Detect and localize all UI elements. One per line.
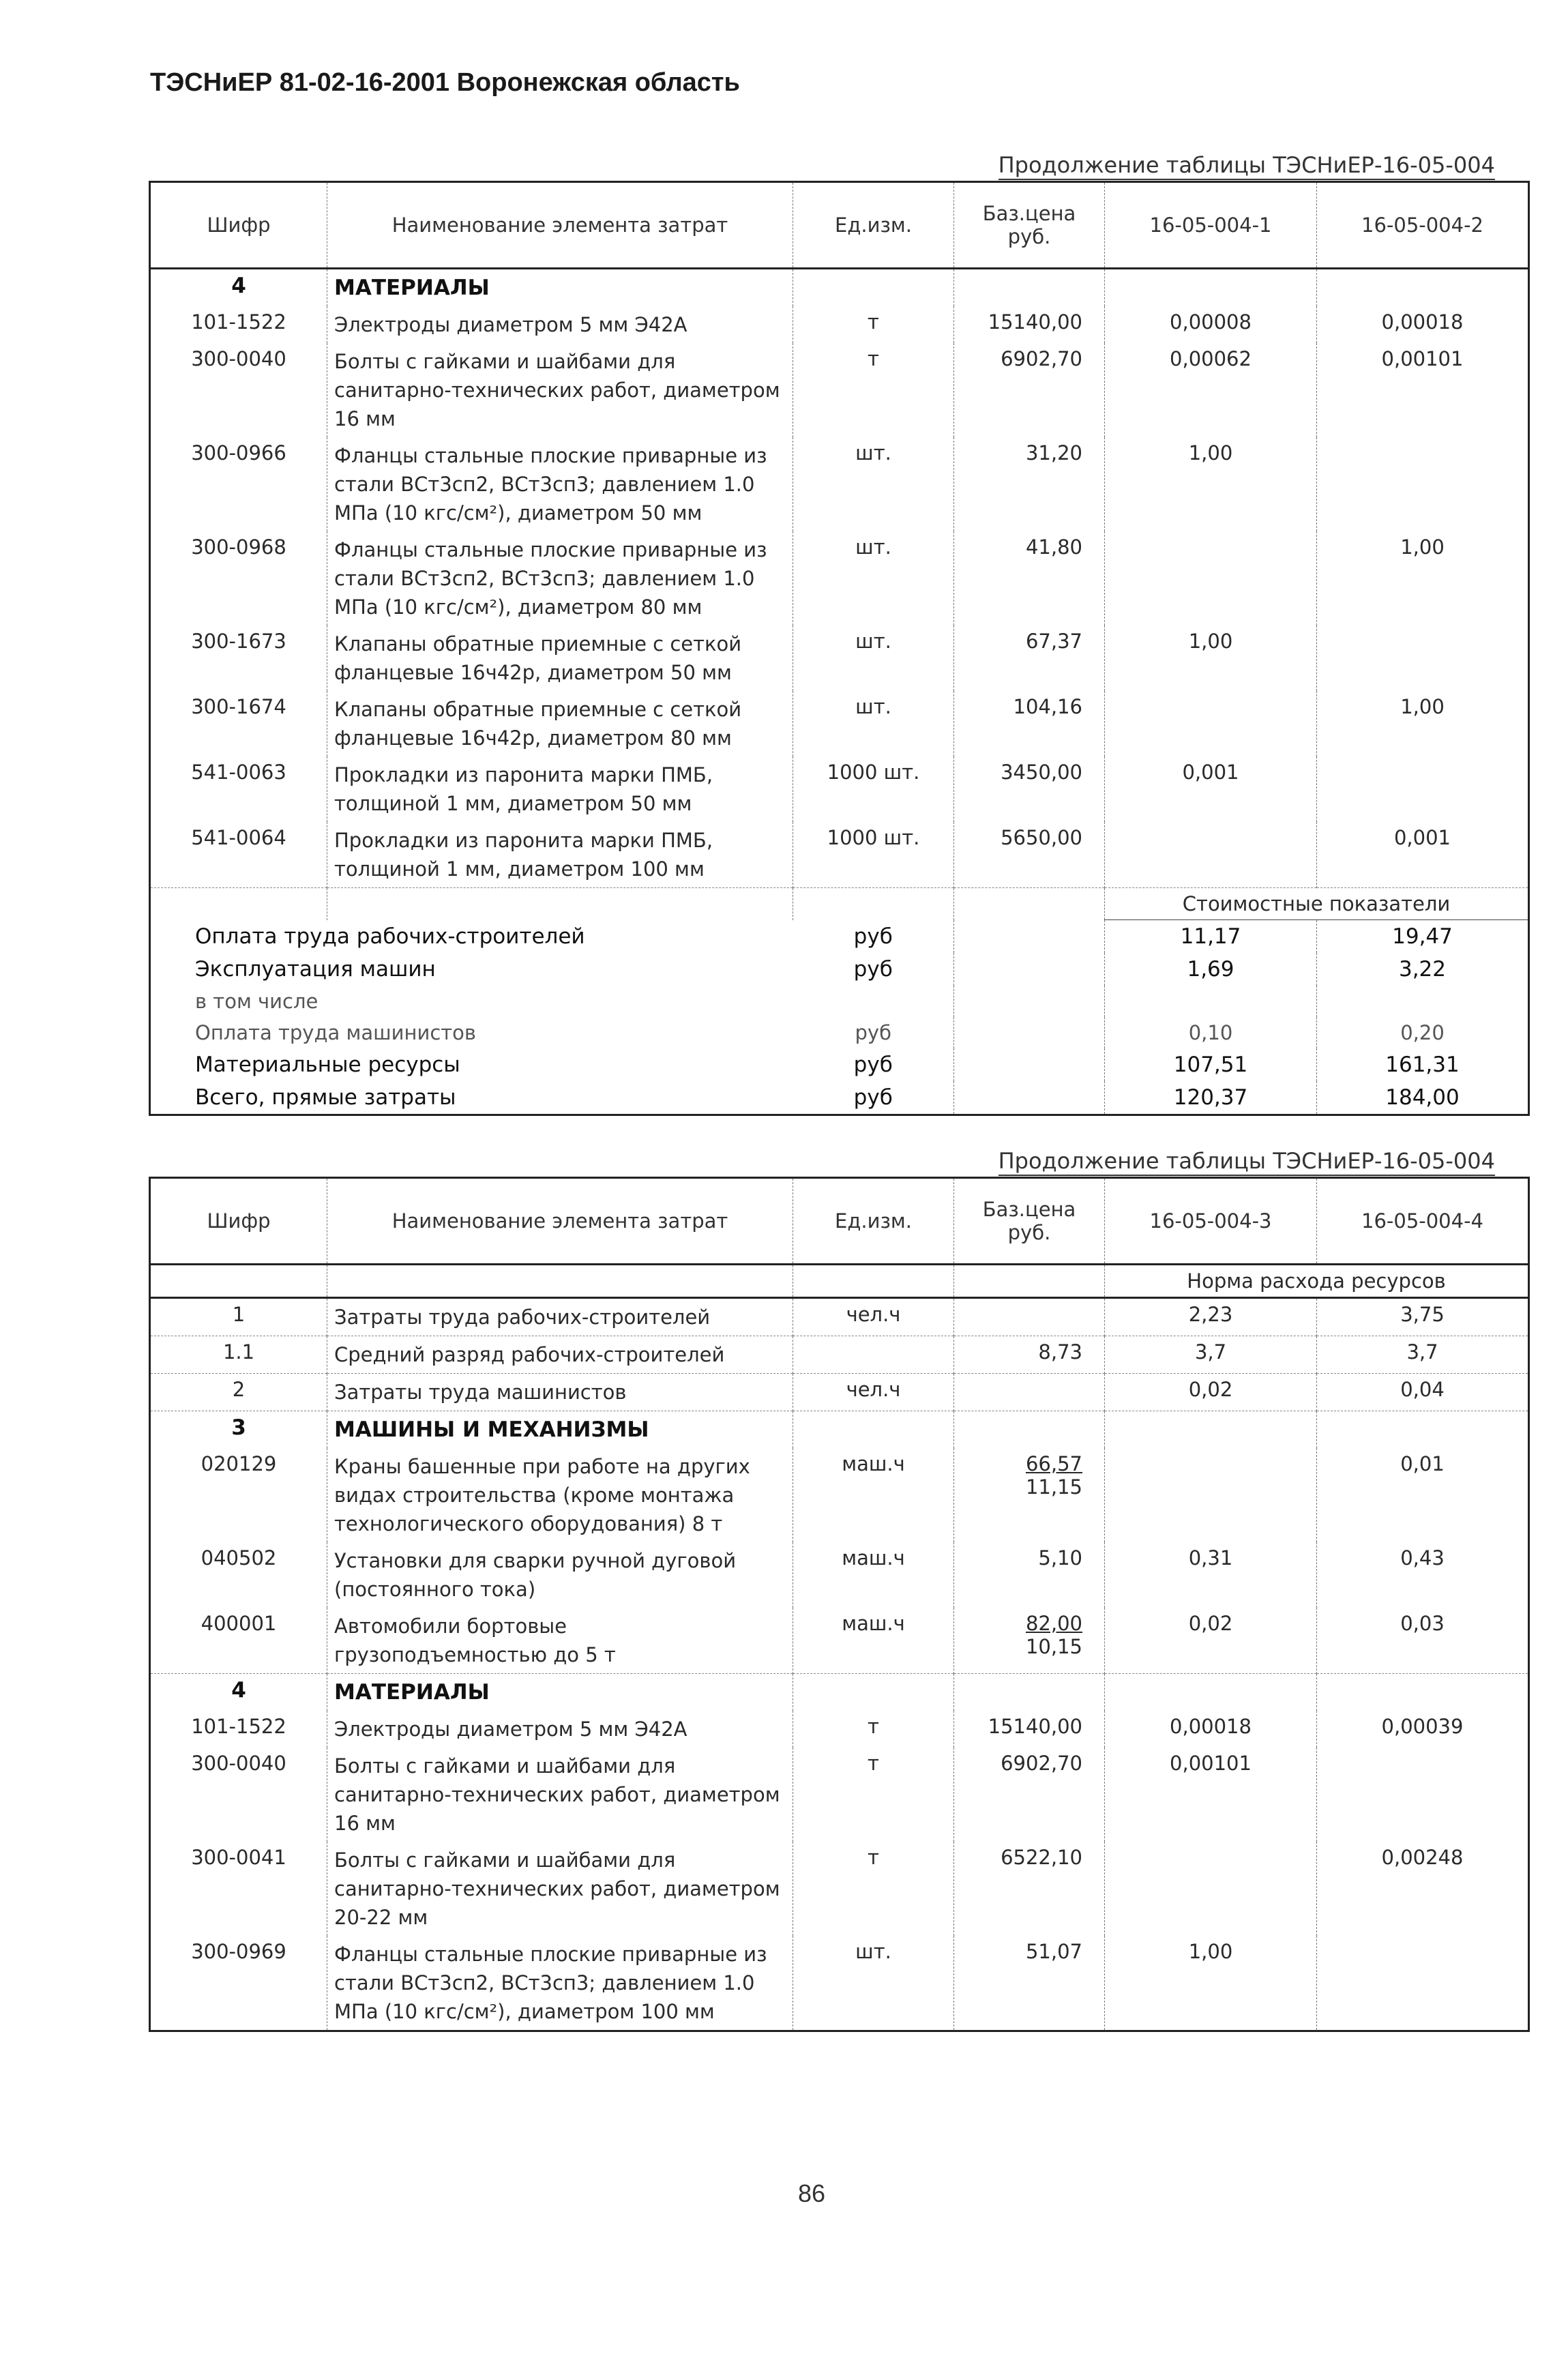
row-unit: т xyxy=(793,1711,954,1748)
row-name: Средний разряд рабочих-строителей xyxy=(327,1336,793,1374)
summary-row xyxy=(150,920,1529,954)
col-header-code: Шифр xyxy=(150,1178,327,1265)
row-value-b xyxy=(1317,1748,1529,1842)
col-header-unit: Ед.изм. xyxy=(793,1178,954,1265)
table-row xyxy=(150,437,1529,531)
row-name: Фланцы стальные плоские приварные из стали ВСт3сп2, ВСт3сп3; давлением 1.0 МПа (10 кгс/см²), диаметром 100 мм xyxy=(327,1936,793,2031)
summary-value-b: 161,31 xyxy=(1385,1052,1460,1077)
summary-unit: руб xyxy=(793,1048,954,1081)
col-header-variant-a: 16-05-004-1 xyxy=(1105,182,1317,269)
row-price: 5650,00 xyxy=(954,822,1105,888)
section-row xyxy=(150,269,1529,307)
row-value-b: 3,7 xyxy=(1317,1336,1529,1374)
summary-row xyxy=(150,1017,1529,1048)
row-unit: чел.ч xyxy=(793,1298,954,1336)
summary-name: Эксплуатация машин xyxy=(195,957,436,982)
price-value: 66,57 xyxy=(1025,1452,1082,1475)
row-code: 400001 xyxy=(150,1608,327,1674)
row-code: 040502 xyxy=(150,1542,327,1608)
table-row xyxy=(150,343,1529,437)
row-value-b xyxy=(1317,1936,1529,2031)
summary-unit: руб xyxy=(793,1017,954,1048)
table-row xyxy=(150,1711,1529,1748)
row-value-b: 0,001 xyxy=(1393,826,1451,849)
row-value-a: 0,00018 xyxy=(1105,1711,1317,1748)
row-price: 6522,10 xyxy=(954,1842,1105,1936)
summary-row xyxy=(150,1048,1529,1081)
row-value-b: 1,00 xyxy=(1400,535,1445,559)
row-unit: маш.ч xyxy=(793,1608,954,1674)
summary-row xyxy=(150,1081,1529,1115)
row-price xyxy=(954,1448,1105,1542)
col-header-name: Наименование элемента затрат xyxy=(327,182,793,269)
row-code: 300-1674 xyxy=(150,691,327,756)
row-price: 41,80 xyxy=(954,531,1105,625)
price-value: 82,00 xyxy=(1025,1612,1082,1635)
row-code: 300-1673 xyxy=(150,625,327,691)
row-name: Прокладки из паронита марки ПМБ, толщиной 1 мм, диаметром 50 мм xyxy=(327,756,793,822)
summary-label: Стоимостные показатели xyxy=(1105,888,1529,920)
row-price: 67,37 xyxy=(954,625,1105,691)
row-value-a: 0,02 xyxy=(1105,1608,1317,1674)
row-value-a: 3,7 xyxy=(1105,1336,1317,1374)
row-price xyxy=(954,1298,1105,1336)
row-unit: т xyxy=(793,1842,954,1936)
table-row xyxy=(150,1374,1529,1411)
row-value-a: 2,23 xyxy=(1105,1298,1317,1336)
row-code: 101-1522 xyxy=(150,306,327,343)
row-price: 8,73 xyxy=(954,1336,1105,1374)
row-value-b: 0,43 xyxy=(1400,1546,1445,1570)
resource-table-1 xyxy=(149,181,1530,1116)
col-header-variant-a: 16-05-004-3 xyxy=(1105,1178,1317,1265)
row-value-a: 1,00 xyxy=(1105,437,1317,531)
row-unit: шт. xyxy=(793,437,954,531)
row-name: Краны башенные при работе на других видах строительства (кроме монтажа технологического оборудования) 8 т xyxy=(327,1448,793,1542)
row-price xyxy=(954,1608,1105,1674)
row-name: Установки для сварки ручной дуговой (постоянного тока) xyxy=(327,1542,793,1608)
table-row xyxy=(150,691,1529,756)
row-unit: шт. xyxy=(793,1936,954,2031)
summary-value-a: 11,17 xyxy=(1105,920,1317,954)
row-code: 2 xyxy=(150,1374,327,1411)
row-name: Болты с гайками и шайбами для санитарно-технических работ, диаметром 20-22 мм xyxy=(327,1842,793,1936)
table-row xyxy=(150,306,1529,343)
table-row xyxy=(150,1542,1529,1608)
row-code: 300-0969 xyxy=(150,1936,327,2031)
row-name: Клапаны обратные приемные с сеткой фланцевые 16ч42р, диаметром 80 мм xyxy=(327,691,793,756)
row-unit: т xyxy=(793,343,954,437)
row-value-b: 0,03 xyxy=(1400,1612,1445,1635)
row-code: 300-0968 xyxy=(150,531,327,625)
summary-unit: руб xyxy=(793,1081,954,1115)
table-caption: Продолжение таблицы ТЭСНиЕР-16-05-004 xyxy=(999,151,1495,180)
row-unit: маш.ч xyxy=(793,1448,954,1542)
summary-value-b: 19,47 xyxy=(1392,924,1453,949)
row-code: 020129 xyxy=(150,1448,327,1542)
col-header-price: Баз.цена руб. xyxy=(954,1178,1105,1265)
row-value-b xyxy=(1317,756,1529,822)
row-price: 15140,00 xyxy=(954,306,1105,343)
section-row xyxy=(150,1411,1529,1449)
col-header-price: Баз.цена руб. xyxy=(954,182,1105,269)
row-value-a: 0,001 xyxy=(1105,756,1317,822)
row-unit: маш.ч xyxy=(793,1542,954,1608)
row-value-b: 3,75 xyxy=(1317,1298,1529,1336)
row-value-a: 0,00062 xyxy=(1105,343,1317,437)
table-caption: Продолжение таблицы ТЭСНиЕР-16-05-004 xyxy=(999,1147,1495,1176)
table-row xyxy=(150,1298,1529,1336)
row-code: 300-0966 xyxy=(150,437,327,531)
row-price: 104,16 xyxy=(954,691,1105,756)
row-value-b: 0,00101 xyxy=(1381,347,1464,370)
table-row xyxy=(150,1936,1529,2031)
row-price: 6902,70 xyxy=(954,1748,1105,1842)
page-number: 86 xyxy=(798,2179,826,2207)
col-header-variant-b: 16-05-004-2 xyxy=(1317,182,1529,269)
table-header-row xyxy=(150,1178,1529,1265)
price-value-secondary: 11,15 xyxy=(1025,1475,1082,1499)
row-value-b: 0,00018 xyxy=(1381,310,1464,334)
row-value-a: 1,00 xyxy=(1105,1936,1317,2031)
section-title: МАТЕРИАЛЫ xyxy=(327,1674,793,1711)
section-title: МАТЕРИАЛЫ xyxy=(327,269,793,307)
row-value-b: 1,00 xyxy=(1400,695,1445,718)
row-value-a xyxy=(1105,1842,1317,1936)
table-row xyxy=(150,1608,1529,1674)
row-price: 51,07 xyxy=(954,1936,1105,2031)
summary-value-a: 107,51 xyxy=(1105,1048,1317,1081)
row-name: Автомобили бортовые грузоподъемностью до 5 т xyxy=(327,1608,793,1674)
row-code: 1 xyxy=(150,1298,327,1336)
row-code: 1.1 xyxy=(150,1336,327,1374)
row-name: Фланцы стальные плоские приварные из стали ВСт3сп2, ВСт3сп3; давлением 1.0 МПа (10 кгс/см²), диаметром 50 мм xyxy=(327,437,793,531)
col-header-code: Шифр xyxy=(150,182,327,269)
row-unit: чел.ч xyxy=(793,1374,954,1411)
row-code: 300-0040 xyxy=(150,1748,327,1842)
resource-table-2 xyxy=(149,1177,1530,2032)
row-name: Электроды диаметром 5 мм Э42А xyxy=(327,306,793,343)
summary-label-row xyxy=(150,888,1529,920)
row-name: Клапаны обратные приемные с сеткой фланцевые 16ч42р, диаметром 50 мм xyxy=(327,625,793,691)
table-row xyxy=(150,1336,1529,1374)
row-value-b: 0,04 xyxy=(1317,1374,1529,1411)
row-unit xyxy=(793,1336,954,1374)
row-unit: шт. xyxy=(793,691,954,756)
col-header-unit: Ед.изм. xyxy=(793,182,954,269)
summary-name: Материальные ресурсы xyxy=(195,1052,460,1077)
row-unit: т xyxy=(793,1748,954,1842)
table-row xyxy=(150,756,1529,822)
row-value-a xyxy=(1105,1448,1317,1542)
summary-value-b: 0,20 xyxy=(1400,1021,1445,1044)
row-name: Болты с гайками и шайбами для санитарно-технических работ, диаметром 16 мм xyxy=(327,1748,793,1842)
row-code: 300-0040 xyxy=(150,343,327,437)
row-name: Затраты труда машинистов xyxy=(327,1374,793,1411)
summary-row xyxy=(150,953,1529,986)
section-row xyxy=(150,1674,1529,1711)
row-code: 101-1522 xyxy=(150,1711,327,1748)
table-row xyxy=(150,1842,1529,1936)
row-value-b xyxy=(1317,625,1529,691)
section-code: 4 xyxy=(150,269,327,307)
summary-unit: руб xyxy=(793,953,954,986)
row-value-a: 0,00008 xyxy=(1105,306,1317,343)
document-title: ТЭСНиЕР 81-02-16-2001 Воронежская область xyxy=(150,68,740,97)
row-value-b xyxy=(1317,437,1529,531)
row-value-b: 0,01 xyxy=(1400,1452,1445,1475)
row-price: 31,20 xyxy=(954,437,1105,531)
section-code: 3 xyxy=(150,1411,327,1449)
row-value-a xyxy=(1105,531,1317,625)
summary-value-b: 184,00 xyxy=(1317,1081,1529,1115)
row-value-a xyxy=(1105,822,1317,888)
summary-value-b: 3,22 xyxy=(1398,957,1447,982)
summary-row xyxy=(150,986,1529,1017)
row-unit: шт. xyxy=(793,625,954,691)
row-price xyxy=(954,1374,1105,1411)
norm-label: Норма расхода ресурсов xyxy=(1105,1265,1529,1298)
table-row xyxy=(150,625,1529,691)
row-value-a: 0,31 xyxy=(1105,1542,1317,1608)
row-name: Электроды диаметром 5 мм Э42А xyxy=(327,1711,793,1748)
table-row xyxy=(150,822,1529,888)
row-code: 541-0064 xyxy=(150,822,327,888)
price-value-secondary: 10,15 xyxy=(1025,1635,1082,1658)
col-header-variant-b: 16-05-004-4 xyxy=(1317,1178,1529,1265)
row-price: 5,10 xyxy=(954,1542,1105,1608)
table-header-row xyxy=(150,182,1529,269)
row-unit: 1000 шт. xyxy=(793,822,954,888)
row-unit: 1000 шт. xyxy=(793,756,954,822)
row-value-a: 0,02 xyxy=(1105,1374,1317,1411)
row-name: Болты с гайками и шайбами для санитарно-технических работ, диаметром 16 мм xyxy=(327,343,793,437)
row-price: 15140,00 xyxy=(954,1711,1105,1748)
row-price: 3450,00 xyxy=(954,756,1105,822)
row-name: Фланцы стальные плоские приварные из стали ВСт3сп2, ВСт3сп3; давлением 1.0 МПа (10 кгс/см²), диаметром 80 мм xyxy=(327,531,793,625)
row-unit: шт. xyxy=(793,531,954,625)
summary-value-a: 0,10 xyxy=(1105,1017,1317,1048)
summary-unit: руб xyxy=(793,920,954,954)
summary-name: Оплата труда рабочих-строителей xyxy=(195,924,585,949)
row-price: 6902,70 xyxy=(954,343,1105,437)
row-value-a xyxy=(1105,691,1317,756)
table-row xyxy=(150,1748,1529,1842)
section-title: МАШИНЫ И МЕХАНИЗМЫ xyxy=(327,1411,793,1449)
summary-value-a: 120,37 xyxy=(1105,1081,1317,1115)
row-value-a: 1,00 xyxy=(1105,625,1317,691)
row-value-b: 0,00248 xyxy=(1381,1846,1464,1869)
summary-name: в том числе xyxy=(195,990,319,1013)
summary-value-a: 1,69 xyxy=(1105,953,1317,986)
table-row xyxy=(150,531,1529,625)
row-name: Затраты труда рабочих-строителей xyxy=(327,1298,793,1336)
norm-label-row xyxy=(150,1265,1529,1298)
section-code: 4 xyxy=(150,1674,327,1711)
table-row xyxy=(150,1448,1529,1542)
col-header-name: Наименование элемента затрат xyxy=(327,1178,793,1265)
row-value-b: 0,00039 xyxy=(1381,1715,1464,1738)
row-code: 300-0041 xyxy=(150,1842,327,1936)
summary-name: Оплата труда машинистов xyxy=(195,1021,476,1044)
row-code: 541-0063 xyxy=(150,756,327,822)
row-name: Прокладки из паронита марки ПМБ, толщиной 1 мм, диаметром 100 мм xyxy=(327,822,793,888)
row-unit: т xyxy=(793,306,954,343)
row-value-a: 0,00101 xyxy=(1105,1748,1317,1842)
summary-name: Всего, прямые затраты xyxy=(150,1081,793,1115)
